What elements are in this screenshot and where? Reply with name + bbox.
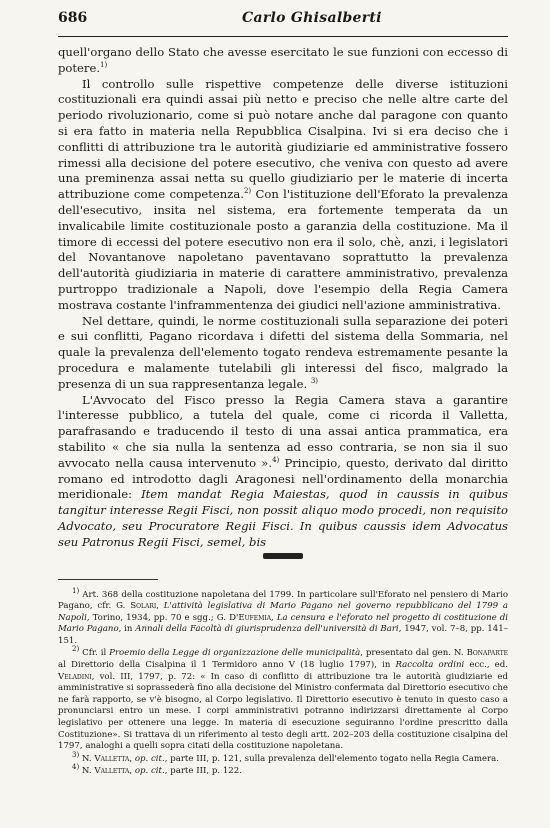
footnote-ref-2: 2)	[243, 187, 252, 196]
footnote-1: $^{1)}$ Art. 368 della costituzione napoletana del 1799. In particolare sull'Eforato nel pensiero di Mario Pagano, cfr. G. Solari, L'attività legislativa di Mario Pagano nel governo repubblicano del 1799 a Napoli, Torino, 1934, pp. 70 e sgg.; G. D'Eufemia, La censura e l'eforato nel progetto di costituzione di Mario Pagano, in Annali della Facoltà di giurisprudenza dell'università di Bari, 1947, vol. 7–8, pp. 141–151.	[58, 586, 508, 646]
footnote-4: $^{4)}$ N. Valletta, op. cit., parte III, p. 122.	[72, 763, 242, 777]
paragraph-2: Il controllo sulle rispettive competenze delle diverse istituzioni costituzionali era quindi assai più netto e preciso che nelle altre carte del periodo rivoluzionario, come si può notare anche dal paragone con quanto si era fatto in materia nella Repubblica Cisalpina. Ivi si era deciso che i conflitti di attribuzione tra le autorità giudiziarie ed amministrative fossero rimessi alla decisione del potere esecutivo, che veniva con questo ad avere una preminenza assai netta su quello giudiziario per le materie di incerta attribuzione come competenza.$^{2)}$ Con l'istituzione dell'Eforato la prevalenza dell'esecutivo, insita nel sistema, era fortemente temperata da un invalicabile limite costituzionale posto a garanzia della costituzione. Ma il timore di eccessi del potere esecutivo non era il solo, chè, anzi, i legislatori del Novantanove napoletano paventavano soprattutto la prevalenza dell'autorità giudiziaria in materie di carattere amministrativo, prevalenza purtroppo tradizionale a Napoli, dove l'esempio della Regia Camera mostrava costante l'inframmentenza dei giudici nell'azione amministrativa.	[58, 76, 509, 312]
footnote-ref-1: 1)	[100, 60, 108, 69]
latin-quotation: Item mandat Regia Maiestas, quod in caussis in quibus tangitur interesse Regii Fisci, non possit aliquo modo procedi, non requisito Advocato, seu Procuratore Regii Fisci. In quibus caussis idem Advocatus seu Patronus Regii Fisci, semel, bis	[58, 487, 508, 549]
paragraph-4: L'Avvocato del Fisco presso la Regia Camera stava a garantire l'interesse pubblico, a tutela del quale, come ci ricorda il Valletta, parafrasando e traducendo il testo di una assai antica prammatica, era stabilito « che sia nulla la sentenza ad esso contraria, se non sia il suo avvocato nella causa intervenuto ».$^{4)}$ Principio, questo, derivato dal diritto romano ed introdotto dagli Aragonesi nell'ordinamento della monarchia meridionale: Item mandat Regia Maiestas, quod in caussis in quibus tangitur interesse Regii Fisci, non possit aliquo modo procedi, non requisito Advocato, seu Procuratore Regii Fisci. In quibus caussis idem Advocatus seu Patronus Regii Fisci, semel, bis	[58, 392, 508, 549]
page-number: 686	[58, 10, 88, 26]
header-rule	[58, 36, 508, 37]
ink-mark	[58, 553, 508, 565]
paragraph-3: Nel dettare, quindi, le norme costituzionali sulla separazione dei poteri e sui conflitti, Pagano ricordava i difetti del sistema della Sommaria, nel quale la prevalenza dell'elemento togato rendeva estremamente pesante la procedura e malamente tutelabili gli interessi del fisco, malgrado la presenza di un sua rappresentanza legale. $^{3)}$	[58, 313, 508, 391]
footnote-ref-3: 3)	[310, 376, 319, 385]
footnote-ref-4: 4)	[272, 455, 280, 464]
paragraph-1: quell'organo dello Stato che avesse esercitato le sue funzioni con eccesso di potere.$^{1)}$	[58, 45, 508, 75]
footnote-2: $^{2)}$ Cfr. il Proemio della Legge di organizzazione delle municipalità, presentato dal gen. N. Bonaparte al Direttorio della Cisalpina il 1 Termidoro anno V (18 luglio 1797), in Raccolta ordini ecc., ed. Veladini, vol. III, 1797, p. 72: « In caso di conflitto di attribuzione tra le autorità giudiziarie ed amministrative si soprassederà fino alla decisione del Ministro confermata dal Direttorio esecutivo che ne farà rapporto, se v'è bisogno, al Corpo legislativo. Il Direttorio esecutivo è tenuto in questo caso a pronunciarsi entro un mese. I corpi amministrativi potranno indirizzarsi direttamente al Corpo legislativo per ottenere una legge. In materia di esecuzione seguiranno l'ordine prescritto dalla Costituzione». Si trattava di un riferimento al testo degli artt. 202–203 della costituzione cisalpina del 1797, analoghi a quelli sopra citati della costituzione napoletana.	[58, 645, 509, 752]
footnotes	[58, 586, 509, 779]
main-text	[58, 45, 508, 551]
footnote-rule	[58, 579, 158, 580]
page-header	[58, 10, 508, 34]
footnote-3: $^{3)}$ N. Valletta, op. cit., parte III, p. 121, sulla prevalenza dell'elemento togato nella Regia Camera.	[72, 750, 500, 764]
running-head: Carlo Ghisalberti	[242, 10, 382, 26]
